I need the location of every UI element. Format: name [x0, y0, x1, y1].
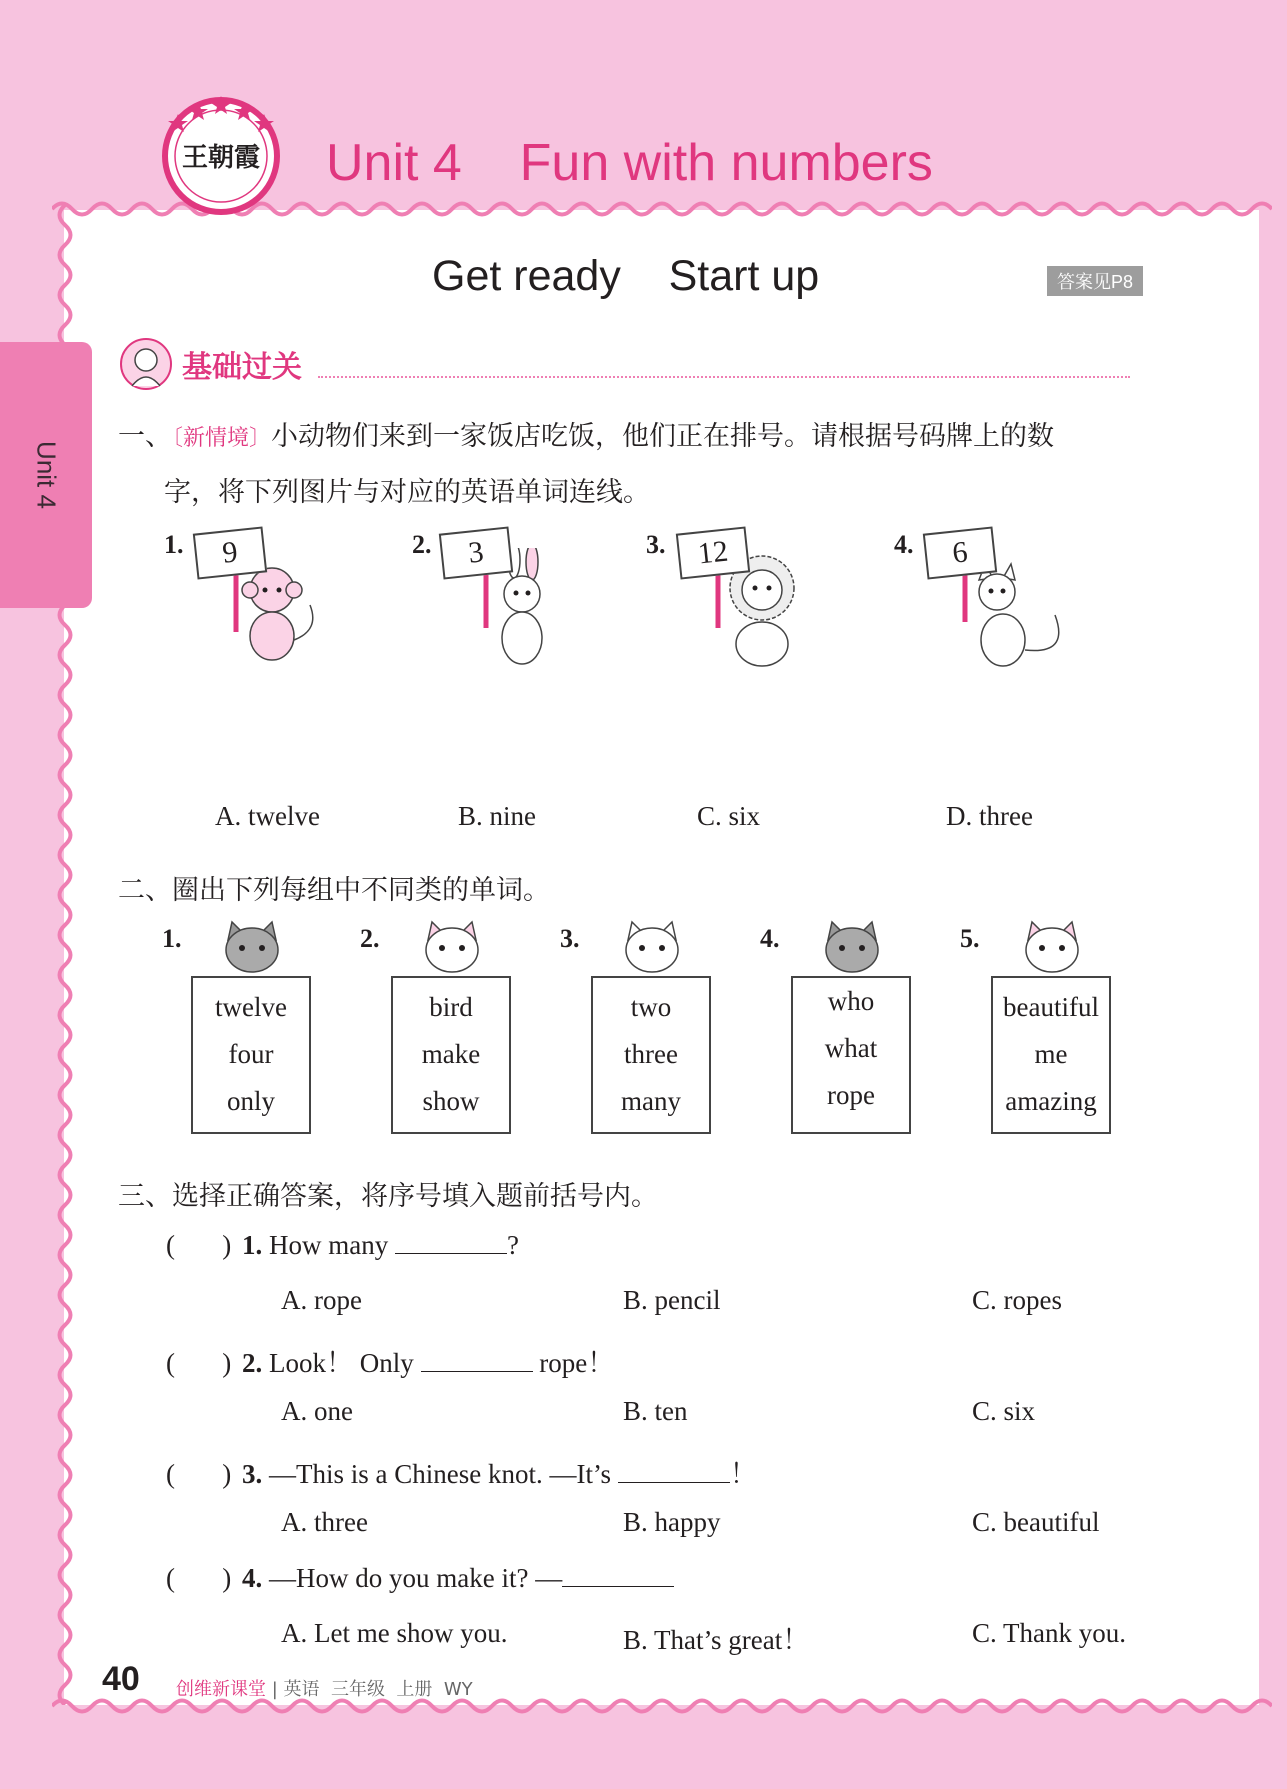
word[interactable]: twelve: [215, 992, 287, 1022]
fill-blank[interactable]: [618, 1460, 730, 1483]
word[interactable]: two: [630, 992, 672, 1022]
gray-cat-icon: [218, 918, 286, 978]
answer-blank[interactable]: ( ): [166, 1230, 232, 1260]
number-sign: 12: [676, 526, 750, 579]
logo-text: 王朝霞: [181, 143, 261, 173]
mc-option[interactable]: A. rope: [281, 1285, 362, 1315]
question-text: How many: [269, 1230, 389, 1260]
mc-option[interactable]: B. That’s great！: [623, 1625, 810, 1655]
q2-heading: 二、圈出下列每组中不同类的单词。: [118, 875, 550, 906]
mc-question: [166, 1563, 674, 1594]
word-board: [191, 976, 311, 1134]
fill-blank[interactable]: [395, 1231, 507, 1254]
mc-option[interactable]: C. beautiful: [972, 1507, 1100, 1537]
question-number: 3.: [242, 1459, 263, 1489]
mc-question: [166, 1341, 614, 1380]
word-option[interactable]: D. three: [946, 801, 1033, 831]
student-icon: [118, 336, 174, 390]
group-number: 2.: [360, 924, 380, 953]
unit-title: Unit 4 Fun with numbers: [326, 134, 933, 192]
question-text: —This is a Chinese knot. —It’s: [269, 1459, 611, 1489]
gray-cat-icon: [818, 918, 886, 978]
word-option[interactable]: C. six: [697, 801, 761, 831]
pink-cat-icon: [1018, 918, 1086, 978]
q1-tag: 〔新情境〕: [172, 426, 272, 451]
group-number: 3.: [560, 924, 580, 953]
group-number: 4.: [760, 924, 780, 953]
word[interactable]: only: [226, 1086, 275, 1116]
pink-cat-icon: [418, 918, 486, 978]
word[interactable]: many: [621, 1086, 681, 1116]
word-board: [591, 976, 711, 1134]
word[interactable]: show: [422, 1086, 480, 1116]
section-heading: [118, 336, 1158, 390]
mc-option[interactable]: B. pencil: [623, 1285, 721, 1315]
answer-blank[interactable]: ( ): [166, 1459, 232, 1489]
mc-option[interactable]: B. ten: [623, 1396, 688, 1426]
mc-option[interactable]: A. Let me show you.: [281, 1618, 508, 1648]
unit-side-tab: [0, 342, 92, 608]
word[interactable]: me: [1034, 1039, 1068, 1069]
number-sign: 6: [923, 526, 997, 579]
mc-option[interactable]: C. six: [972, 1396, 1036, 1426]
brand-logo: [158, 90, 284, 216]
question-text: Look！ Only: [269, 1348, 414, 1378]
section-label: 基础过关: [182, 350, 302, 385]
animal-number: 2.: [412, 530, 432, 559]
mc-option[interactable]: A. three: [281, 1507, 368, 1537]
q1-heading-line2: 字，将下列图片与对应的英语单词连线。: [164, 477, 650, 508]
mc-option[interactable]: C. ropes: [972, 1285, 1062, 1315]
q3-heading: 三、选择正确答案，将序号填入题前括号内。: [118, 1181, 658, 1212]
question-text: —How do you make it? —: [269, 1563, 563, 1593]
question-text-end: ！: [729, 1459, 757, 1489]
word-board: [391, 976, 511, 1134]
word-option[interactable]: A. twelve: [215, 801, 320, 831]
answer-blank[interactable]: ( ): [166, 1348, 232, 1378]
answer-blank[interactable]: ( ): [166, 1563, 232, 1593]
fill-blank[interactable]: [562, 1564, 674, 1587]
mc-option[interactable]: C. Thank you.: [972, 1618, 1126, 1648]
question-number: 1.: [242, 1230, 263, 1260]
side-tab-label: Unit 4: [31, 441, 62, 509]
word[interactable]: beautiful: [1003, 992, 1099, 1022]
word[interactable]: four: [228, 1039, 274, 1069]
question-number: 4.: [242, 1563, 263, 1593]
monkey-icon: [210, 560, 330, 670]
word[interactable]: bird: [429, 992, 473, 1022]
number-sign: 9: [193, 526, 267, 579]
word[interactable]: three: [624, 1039, 678, 1069]
white-cat-icon: [618, 918, 686, 978]
q1-heading: [118, 414, 1054, 453]
footer-separator: |: [271, 1679, 278, 1700]
word[interactable]: make: [421, 1039, 481, 1069]
question-number: 2.: [242, 1348, 263, 1378]
lesson-title: Get ready Start up: [432, 252, 820, 300]
animal-number: 4.: [894, 530, 914, 559]
group-number: 1.: [162, 924, 182, 953]
word[interactable]: who: [827, 986, 875, 1016]
question-text-end: ?: [506, 1230, 519, 1260]
q1-line1: 小动物们来到一家饭店吃饭，他们正在排号。请根据号码牌上的数: [271, 421, 1055, 452]
mc-question: [166, 1230, 519, 1261]
footer-info: [176, 1675, 473, 1701]
word[interactable]: rope: [827, 1080, 875, 1110]
footer-book-info: 英语 三年级 上册 WY: [283, 1679, 473, 1700]
mc-option[interactable]: B. happy: [623, 1507, 721, 1537]
mc-question: [166, 1452, 757, 1491]
fill-blank[interactable]: [421, 1349, 533, 1372]
animal-number: 1.: [164, 530, 184, 559]
word-option[interactable]: B. nine: [458, 801, 536, 831]
question-text-end: rope！: [539, 1348, 615, 1378]
word[interactable]: amazing: [1005, 1086, 1097, 1116]
word-board: [991, 976, 1111, 1134]
word[interactable]: what: [824, 1033, 878, 1063]
word-board: [791, 976, 911, 1134]
answer-reference-tag: 答案见P8: [1047, 266, 1143, 296]
dotted-divider: [318, 376, 1130, 378]
cat-icon: [945, 560, 1075, 670]
group-number: 5.: [960, 924, 980, 953]
mc-option[interactable]: A. one: [281, 1396, 353, 1426]
number-sign: 3: [439, 526, 513, 579]
animal-number: 3.: [646, 530, 666, 559]
page-number: 40: [102, 1660, 140, 1698]
q1-prefix: 一、: [118, 421, 172, 452]
footer-brand: 创维新课堂: [176, 1679, 266, 1700]
